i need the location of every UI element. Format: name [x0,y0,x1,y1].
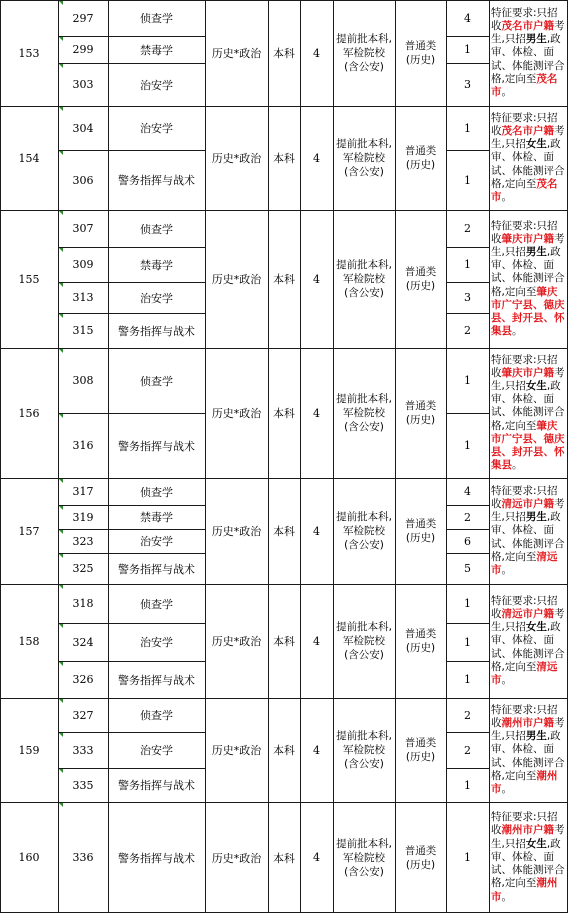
degree-level: 本科 [273,635,295,648]
major-name: 警务指挥与战术 [118,562,195,576]
subject-requirement: 历史*政治 [211,152,262,165]
major-name: 治安学 [140,291,173,305]
major-name: 侦查学 [140,485,173,499]
plan-count: 4 [464,11,471,25]
degree-level: 本科 [273,407,295,420]
admission-category: 普通类(历史) [404,844,437,871]
grid-line [58,661,205,662]
grid-line [0,802,568,803]
grid-line [446,529,489,530]
requirement-note-text [491,811,565,903]
note-highlight: 茂名市户籍 [501,19,554,32]
grid-line [58,413,205,414]
major-name: 禁毒学 [140,511,173,524]
note-text: 。 [501,890,512,903]
major-code: 318 [58,584,108,623]
requirement-note-text [491,595,565,687]
subject-requirement: 历史*政治 [211,407,262,420]
note-text: 考生,只招 [491,19,565,46]
cell-comment-marker [59,554,63,558]
grid-line [395,0,396,913]
major-name: 禁毒学 [140,43,173,57]
grid-line [108,0,109,913]
grid-line [300,0,301,913]
grid-line [58,313,205,314]
note-text: 特征要求:只招收 [491,484,558,510]
major-name: 侦查学 [140,597,173,611]
grid-line [58,63,205,64]
note-text: 。 [501,674,512,686]
grid-line [446,732,489,733]
major-code: 319 [58,505,108,529]
admission-category: 普通类(历史) [404,400,437,426]
group-seq: 154 [18,151,40,165]
cell-comment-marker [59,769,63,773]
note-text: 男生 [525,511,547,524]
major-code: 325 [58,553,108,584]
cell-comment-marker [59,211,63,215]
major-code: 316 [58,413,108,478]
plan-count: 3 [464,291,471,304]
admission-batch: 提前批本科,军检院校(含公安) [336,621,392,661]
admission-category: 普通类(历史) [404,145,437,171]
cell-comment-marker [59,107,63,111]
major-name: 侦查学 [140,374,173,388]
grid-line [446,0,447,913]
major-name: 侦查学 [140,709,173,722]
note-text: 考生,只招 [491,607,565,634]
grid-line [205,0,206,913]
plan-count: 1 [464,439,471,452]
study-years: 4 [313,743,320,757]
note-text: 女生 [525,837,547,850]
subject-requirement: 历史*政治 [211,47,262,60]
major-code: 324 [58,623,108,661]
note-text: ,政审、体检、面试、体能测评合格,定向至 [491,138,565,190]
plan-count: 4 [464,485,471,498]
note-text: 。 [512,459,523,472]
major-code: 335 [58,768,108,802]
subject-requirement: 历史*政治 [211,273,262,286]
plan-count: 1 [464,673,471,686]
major-code: 304 [58,106,108,150]
plan-count: 1 [464,778,471,792]
note-highlight: 茂名市 [491,72,558,98]
note-highlight: 清远市户籍 [501,607,554,620]
major-code: 315 [58,313,108,348]
admission-batch: 提前批本科,军检院校(含公安) [336,511,392,551]
admission-batch: 提前批本科,军检院校(含公安) [336,138,392,178]
note-text: 特征要求:只招收 [491,594,558,620]
note-text: 考生,只招 [491,716,565,743]
plan-count: 2 [464,743,471,757]
study-years: 4 [313,634,320,648]
group-seq: 159 [18,743,40,757]
grid-line [446,282,489,283]
cell-comment-marker [59,283,63,287]
grid-line [58,0,59,913]
major-code: 308 [58,348,108,413]
study-years: 4 [313,524,320,538]
admission-batch: 提前批本科,军检院校(含公安) [336,33,392,73]
note-text: 女生 [525,138,547,151]
cell-comment-marker [59,64,63,68]
grid-line [58,529,205,530]
grid-line [0,106,568,107]
requirement-note [489,210,567,348]
requirement-note-text [491,354,565,473]
plan-count: 1 [464,597,471,610]
major-code: 309 [58,247,108,282]
note-highlight: 清远市户籍 [501,497,554,510]
group-seq: 156 [18,406,40,420]
admission-batch: 提前批本科,军检院校(含公安) [336,259,392,299]
grid-line [0,478,568,479]
note-text: ,政审、体检、面试、体能测评合格,定向至 [491,621,565,673]
grid-line [446,36,489,37]
plan-count: 1 [464,374,471,387]
admission-category: 普通类(历史) [404,40,437,66]
grid-line [446,623,489,624]
degree-level: 本科 [273,47,295,60]
cell-comment-marker [59,506,63,510]
grid-line [58,150,205,151]
plan-count: 1 [464,635,471,649]
note-text: 。 [512,325,523,338]
grid-line [567,0,568,913]
major-code: 307 [58,210,108,247]
cell-comment-marker [59,662,63,666]
major-name: 治安学 [140,636,173,649]
grid-line [0,698,568,699]
grid-line [58,732,205,733]
requirement-note [489,348,567,478]
note-text: ,政审、体检、面试、体能测评合格,定向至 [491,730,565,782]
subject-requirement: 历史*政治 [211,635,262,648]
grid-line [446,505,489,506]
note-text: ,政审、体检、面试、体能测评合格,定向至 [491,245,565,298]
major-code: 303 [58,63,108,106]
requirement-note [489,0,567,106]
major-name: 治安学 [140,744,173,757]
grid-line [58,768,205,769]
plan-count: 6 [464,534,471,548]
note-highlight: 肇庆市广宁县、德庆县、封开县、怀集县 [491,285,565,338]
major-code: 317 [58,478,108,505]
major-name: 警务指挥与战术 [118,439,195,453]
grid-line [0,210,568,211]
degree-level: 本科 [273,525,295,538]
major-code: 326 [58,661,108,698]
plan-count: 5 [464,562,471,575]
plan-count: 2 [464,510,471,524]
cell-comment-marker [59,248,63,252]
requirement-note-text [491,220,565,339]
note-text: 男生 [525,245,547,258]
note-highlight: 茂名市 [491,177,558,203]
group-seq: 158 [18,634,40,648]
note-highlight: 肇庆市户籍 [501,232,554,245]
cell-comment-marker [59,414,63,418]
note-text: 考生,只招 [491,124,565,151]
note-text: 。 [501,564,512,576]
cell-comment-marker [59,1,63,5]
cell-comment-marker [59,151,63,155]
note-highlight: 清远市 [491,550,558,576]
study-years: 4 [313,272,320,286]
grid-line [268,0,269,913]
plan-count: 2 [464,324,471,337]
degree-level: 本科 [273,744,295,757]
subject-requirement: 历史*政治 [211,851,262,865]
group-seq: 153 [18,46,40,60]
grid-line [58,36,205,37]
note-highlight: 潮州市户籍 [501,716,554,729]
admission-category: 普通类(历史) [404,737,437,763]
grid-line [58,505,205,506]
subject-requirement: 历史*政治 [211,525,262,538]
cell-comment-marker [59,803,63,807]
major-name: 警务指挥与战术 [118,851,195,865]
grid-line [446,413,489,414]
note-text: 特征要求:只招收 [491,111,558,137]
note-text: 特征要求:只招收 [491,6,558,32]
study-years: 4 [313,406,320,420]
major-code: 333 [58,732,108,768]
note-highlight: 茂名市户籍 [501,124,554,137]
note-text: ,政审、体检、面试、体能测评合格,定向至 [491,379,565,432]
plan-count: 1 [464,173,471,187]
plan-count: 1 [464,258,471,271]
grid-line [0,0,568,1]
major-name: 治安学 [140,78,173,92]
study-years: 4 [313,851,320,864]
major-name: 治安学 [140,535,173,548]
requirement-note-text [491,7,565,99]
admission-batch: 提前批本科,军检院校(含公安) [336,837,392,878]
note-text: 。 [501,86,512,98]
note-highlight: 潮州市户籍 [501,824,554,837]
group-seq: 160 [18,851,40,864]
note-text: ,政审、体检、面试、体能测评合格,定向至 [491,837,565,890]
plan-count: 1 [464,43,471,56]
grid-line [446,247,489,248]
major-code: 327 [58,698,108,732]
major-code: 336 [58,802,108,913]
plan-count: 1 [464,851,471,864]
cell-comment-marker [59,585,63,589]
grid-line [446,150,489,151]
major-code: 313 [58,282,108,313]
subject-requirement: 历史*政治 [211,744,262,757]
grid-line [58,623,205,624]
study-years: 4 [313,46,320,60]
admission-category: 普通类(历史) [404,628,437,654]
grid-line [446,313,489,314]
major-name: 治安学 [140,122,173,135]
note-text: 特征要求:只招收 [491,219,558,245]
note-highlight: 潮州市 [491,877,558,903]
grid-line [489,0,490,913]
grid-line [0,584,568,585]
requirement-note-text [491,485,565,577]
note-text: 考生,只招 [491,232,565,258]
note-text: 男生 [525,33,547,46]
major-name: 侦查学 [140,12,173,25]
major-name: 警务指挥与战术 [118,673,195,687]
grid-line [0,0,1,913]
major-code: 323 [58,529,108,553]
note-highlight: 清远市 [491,660,558,686]
cell-comment-marker [59,733,63,737]
cell-comment-marker [59,314,63,318]
note-text: 女生 [525,621,547,634]
requirement-note-text [491,704,565,796]
note-text: 。 [501,783,512,795]
plan-count: 2 [464,708,471,722]
grid-line [446,768,489,769]
note-text: 男生 [525,730,547,743]
note-text: 女生 [525,379,547,392]
degree-level: 本科 [273,152,295,165]
major-code: 297 [58,0,108,36]
major-code: 306 [58,150,108,210]
requirement-note-text [491,112,565,204]
admission-category: 普通类(历史) [404,518,437,544]
note-text: 考生,只招 [491,824,565,850]
cell-comment-marker [59,530,63,534]
grid-line [58,553,205,554]
note-text: 特征要求:只招收 [491,703,558,729]
note-text: 考生,只招 [491,497,565,524]
major-name: 禁毒学 [140,258,173,272]
cell-comment-marker [59,624,63,628]
note-text: 。 [501,191,512,203]
grid-line [333,0,334,913]
grid-line [0,348,568,349]
note-highlight: 肇庆市广宁县、德庆县、封开县、怀集县 [491,419,565,472]
cell-comment-marker [59,349,63,353]
plan-count: 3 [464,78,471,91]
admission-batch: 提前批本科,军检院校(含公安) [336,393,392,433]
admission-category: 普通类(历史) [404,266,437,292]
major-code: 299 [58,36,108,63]
plan-count: 2 [464,222,471,235]
plan-count: 1 [464,121,471,135]
grid-line [446,63,489,64]
degree-level: 本科 [273,851,295,865]
group-seq: 155 [18,272,40,286]
cell-comment-marker [59,699,63,703]
study-years: 4 [313,151,320,165]
note-highlight: 潮州市 [491,769,558,795]
requirement-note [489,478,567,584]
cell-comment-marker [59,479,63,483]
major-name: 警务指挥与战术 [118,324,195,338]
grid-line [446,553,489,554]
major-name: 警务指挥与战术 [118,174,195,187]
grid-line [58,247,205,248]
note-highlight: 肇庆市户籍 [501,366,554,379]
major-name: 侦查学 [140,222,173,236]
note-text: 考生,只招 [491,366,565,392]
note-text: 特征要求:只招收 [491,353,558,379]
note-text: ,政审、体检、面试、体能测评合格,定向至 [491,511,565,563]
degree-level: 本科 [273,273,295,286]
note-text: 特征要求:只招收 [491,811,558,837]
cell-comment-marker [59,37,63,41]
requirement-note [489,584,567,698]
group-seq: 157 [18,524,40,538]
grid-line [446,661,489,662]
major-name: 警务指挥与战术 [118,779,195,792]
admission-batch: 提前批本科,军检院校(含公安) [336,730,392,770]
grid-line [58,282,205,283]
requirement-note [489,106,567,210]
requirement-note [489,698,567,802]
requirement-note [489,802,567,913]
note-text: ,政审、体检、面试、体能测评合格,定向至 [491,33,565,85]
